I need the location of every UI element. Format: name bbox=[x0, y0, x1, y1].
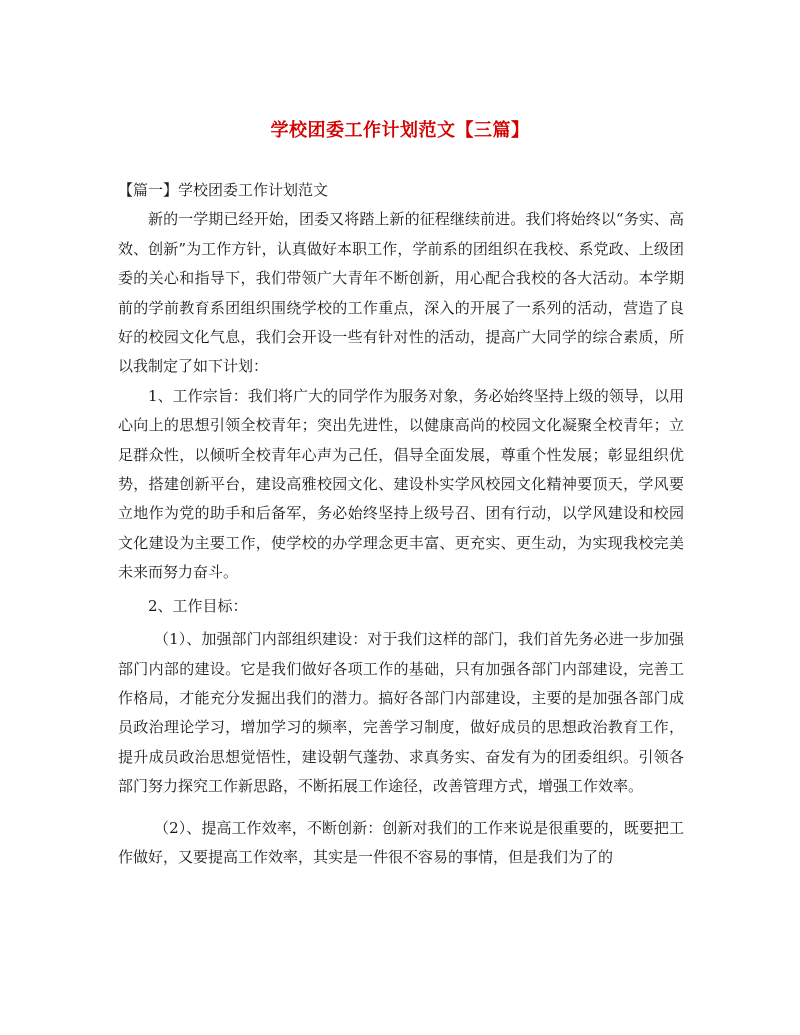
goal-2-paragraph: （2）、提高工作效率，不断创新：创新对我们的工作来说是很重要的，既要把工作做好，又要提高工作效率，其实是一件很不容易的事情，但是我们为了的 bbox=[118, 818, 684, 866]
purpose-paragraph: 1、工作宗旨：我们将广大的同学作为服务对象，务必始终坚持上级的领导，以用心向上的思想引领全校青年；突出先进性，以健康高尚的校园文化凝聚全校青年；立足群众性，以倾听全校青年心声为己任，倡导全面发展，尊重个性发展；彰显组织优势，搭建创新平台，建设高雅校园文化、建设朴实学风校园文化精神要顶天，学风要立地作为党的助手和后备军，务必始终坚持上级号召、团有行动，以学风建设和校园文化建设为主要工作，使学校的办学理念更丰富、更充实、更生动，为实现我校完美未来而努力奋斗。 bbox=[118, 386, 684, 582]
goal-1-paragraph: （1）、加强部门内部组织建设：对于我们这样的部门，我们首先务必进一步加强部门内部的建设。它是我们做好各项工作的基础，只有加强各部门内部建设，完善工作格局，才能充分发掘出我们的潜力。搞好各部门内部建设，主要的是加强各部门成员政治理论学习，增加学习的频率，完善学习制度，做好成员的思想政治教育工作，提升成员政治思想觉悟性，建设朝气蓬勃、求真务实、奋发有为的团委组织。引领各部门努力探究工作新思路，不断拓展工作途径，改善管理方式，增强工作效率。 bbox=[118, 630, 684, 796]
document-body bbox=[118, 176, 684, 872]
intro-paragraph: 新的一学期已经开始，团委又将踏上新的征程继续前进。我们将始终以“务实、高效、创新”为工作方针，认真做好本职工作，学前系的团组织在我校、系党政、上级团委的关心和指导下，我们带领广大青年不断创新，用心配合我校的各大活动。本学期前的学前教育系团组织围绕学校的工作重点，深入的开展了一系列的活动，营造了良好的校园文化气息，我们会开设一些有针对性的活动，提高广大同学的综合素质，所以我制定了如下计划： bbox=[118, 210, 684, 376]
goals-heading: 2、工作目标： bbox=[148, 596, 248, 615]
document-title: 学校团委工作计划范文【三篇】 bbox=[270, 120, 530, 141]
section-heading: 【篇一】学校团委工作计划范文 bbox=[118, 181, 329, 199]
